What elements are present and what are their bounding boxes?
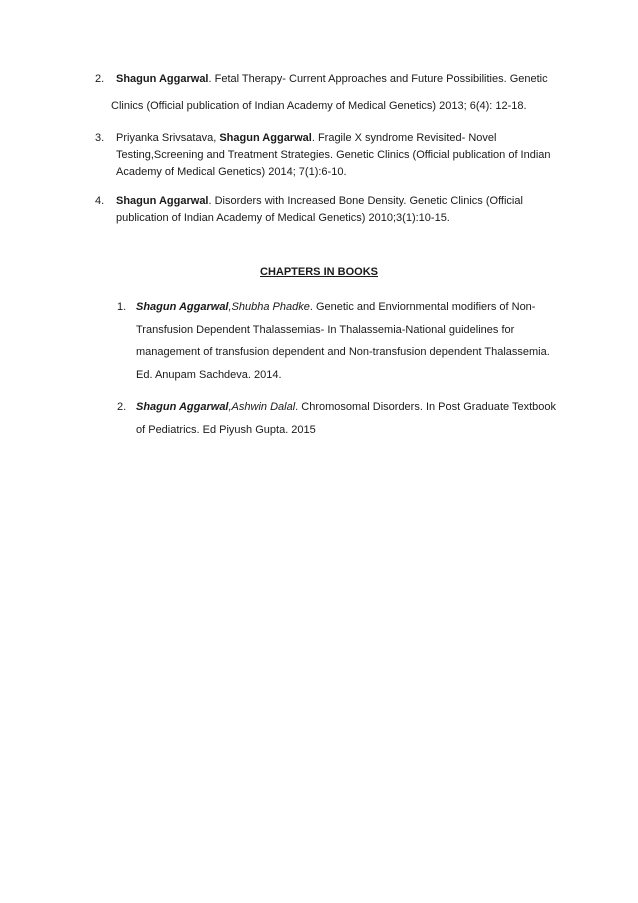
author-name: Shagun Aggarwal (116, 195, 209, 207)
chapter-details: . Genetic and Enviornmental modifiers of Non-Transfusion Dependent Thalassemias- In Thalassemia-National guidelines for management of transfusion dependent and Non-transfusion dependent Thalassemia. Ed. Anupam Sachdeva. 2014. (136, 301, 550, 381)
publication-number: 4. (95, 195, 105, 207)
publication-text-line1 (116, 71, 565, 88)
author-name: Shagun Aggarwal (136, 301, 229, 313)
publication-details: . Fragile X syndrome Revisited- Novel Testing,Screening and Treatment Strategies. Genetic Clinics (Official publication of Indian Academy of Medical Genetics) 2014; 7(1):6-10. (116, 132, 551, 178)
section-title-chapters: CHAPTERS IN BOOKS (260, 266, 378, 278)
publication-text (116, 130, 565, 181)
coauthor-name: ,Shubha Phadke (228, 301, 310, 313)
coauthor-name: ,Ashwin Dalal (228, 401, 296, 413)
chapter-text (136, 396, 567, 441)
chapter-text (136, 296, 567, 386)
publication-details: . Disorders with Increased Bone Density. Genetic Clinics (Official publication of Indian Academy of Medical Genetics) 2010;3(1):10-15. (116, 195, 523, 224)
publication-text-line2: Clinics (Official publication of Indian Academy of Medical Genetics) 2013; 6(4): 12-18. (111, 100, 527, 112)
publication-number: 2. (95, 73, 105, 85)
publication-number: 3. (95, 132, 105, 144)
chapter-number: 1. (117, 301, 127, 313)
publication-item (95, 130, 565, 181)
publication-text (116, 193, 565, 227)
publication-details: . Fetal Therapy- Current Approaches and Future Possibilities. Genetic (208, 73, 548, 85)
publication-item (95, 71, 565, 115)
author-name: Shagun Aggarwal (219, 132, 312, 144)
publication-item (95, 193, 565, 227)
chapter-number: 2. (117, 401, 127, 413)
chapter-item (117, 296, 567, 386)
chapter-details: . Chromosomal Disorders. In Post Graduate Textbook of Pediatrics. Ed Piyush Gupta. 2015 (136, 401, 556, 436)
coauthor-name: Priyanka Srivsatava, (116, 132, 220, 144)
author-name: Shagun Aggarwal (136, 401, 229, 413)
author-name: Shagun Aggarwal (116, 73, 209, 85)
chapter-item (117, 396, 567, 441)
